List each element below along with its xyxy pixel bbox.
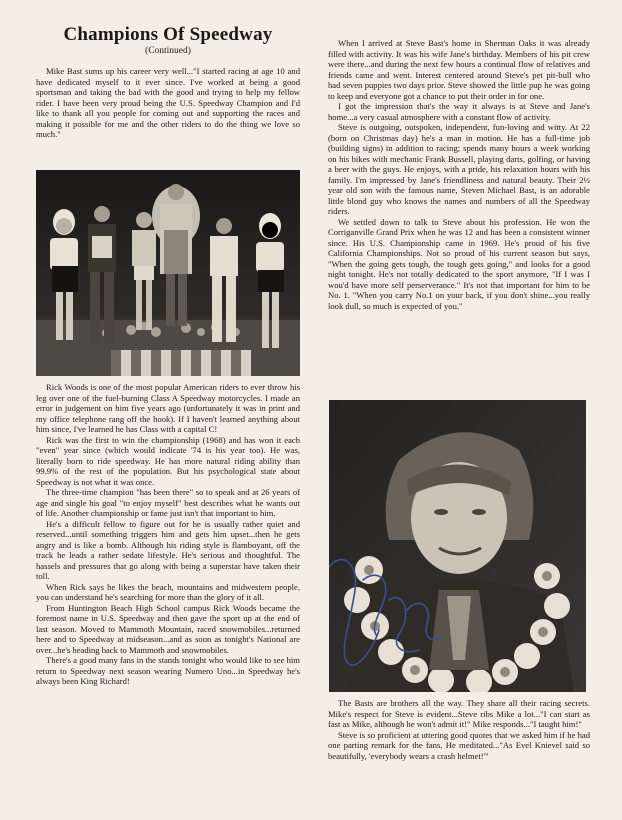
rider-portrait-photo [329, 400, 586, 692]
paragraph: He's a difficult fellow to figure out for he is usually rather quiet and reserved...until something triggers him and gets him upset...then he gets angry and is like a bomb. Although his riding style is flamboyant, off the track he leads a rather sedate lifestyle. He's serious and thoughtful. The hassels and pressures that go along with being a superstar have taken their toll. [36, 518, 300, 581]
left-bottom-text [36, 382, 300, 786]
article-title: Champions Of Speedway [63, 24, 273, 45]
paragraph: The three-time champion "has been there" so to speak and at 26 years of age and single his goal "to enjoy myself" best describes what he wants out of life. Another championship or fame just isn't that important to him. [36, 487, 300, 518]
paragraph: There's a good many fans in the stands tonight who would like to see him return to Speedway next season wearing Numero Uno...in Speedway he's always been King Richard! [36, 655, 300, 686]
paragraph: We settled down to talk to Steve about his profession. He won the Corriganville Grand Prix when he was 12 and has been a consistent winner since. His U.S. Championship came in 1969. He's proud of his five California Championships. Not so proud of his current season but says, "When the going gets tough, the tough gets going," and looks for a good night tonight. He's not totally dedicated to the sport anymore, "If I was I wou'd have more self perserverance." It's not that important for him to be No. 1. "When you carry No.1 on your back, if you don't shine...you really look dull, so much is expected of you." [328, 216, 590, 311]
right-bottom-text [328, 698, 590, 790]
paragraph: Rick Woods is one of the most popular American riders to ever throw his leg over one of the fuel-burning Class A Speedway motorcycles. I made an error in judgement on him five years ago (unfortunately it was in print and my office telephone rang off the hook). If I haven't learned anything about him since, I've learned he has Class with a capital C! [36, 382, 300, 434]
paragraph: From Huntington Beach High School campus Rick Woods became the foremost name in U.S. Speedway and then gave the sport up at the end of last season. Moved to Mammoth Mountain, raced snowmobiles...returned here and to Speedway at midseason...and as soon as tonight's National are over...he's heading back to Mammoth and snowmobiles. [36, 602, 300, 655]
paragraph: Mike Bast sums up his career very well..."I started racing at age 10 and have dedicated myself to it ever since. I've worked at being a good sportsman and taking the bad with the good and trying to help my fellow rider. I have been very proud being the U.S. Speedway Champion and I'd like to thank all you people for coming out and supporting the races and making it possible for me and the other riders to do the thing we love so much." [36, 66, 300, 139]
paragraph: When Rick says he likes the beach, mountains and midwestern people, you can understand he's searching for more than the glory of it all. [36, 581, 300, 602]
paragraph: Steve is so proficient at uttering good quotes that we asked him if he had one parting remark for the fans. He meditated..."As Evel Knievel said so beautifully, 'everybody wears a crash helmet!'" [328, 729, 590, 761]
article-subtitle: (Continued) [145, 46, 191, 56]
paragraph: Steve is outgoing, outspoken, independent, fun-loving and witty. At 22 (born on Christmas day) he's a man in motion. He has a full-time job (building signs) in addition to racing; spends many hours a week working on his bikes with mechanic Frank Bussell, playing darts, golfing, or having a beer with the guys. He enjoys, with a pride, his relaxation hours with his family. I'm impressed by Jane's friendliness and natural beauty. Their 2½ year old son with the famous name, Steven Michael Bast, is an adorable little blond guy who knows the names and numbers of all the Speedway riders. [328, 122, 590, 216]
trophy-presentation-photo [36, 170, 300, 376]
paragraph: When I arrived at Steve Bast's home in Sherman Oaks it was already filled with activity. It was his wife Jane's birthday. Members of his pit crew were there...and during the next few hours a continual flow of relatives and friends came and went. Interest centered around Steve's pet pit-bull who had seven puppies two days prior. Steve showed the little pup he was going to keep and everyone got a chance to put their order in for one. [328, 38, 590, 101]
paragraph: Rick was the first to win the championship (1968) and has won it each "even" year since (which would indicate '74 is his year too). He was, literally born to ride speedway. He has more natural riding ability than 99.9% of the rest of the population. But his psychological state about Speedway is not what it was once. [36, 434, 300, 487]
left-top-text [36, 66, 300, 166]
right-top-text [328, 38, 590, 394]
paragraph: I got the impression that's the way it always is at Steve and Jane's home...a very casual atmosphere with a constant flow of activity. [328, 101, 590, 122]
paragraph: The Basts are brothers all the way. They share all their racing secrets. Mike's respect for Steve is evident...Steve ribs Mike a lot..."I can start as fast as Mike, although he won't admit it!" Mike responds..."I taught him!" [328, 698, 590, 729]
